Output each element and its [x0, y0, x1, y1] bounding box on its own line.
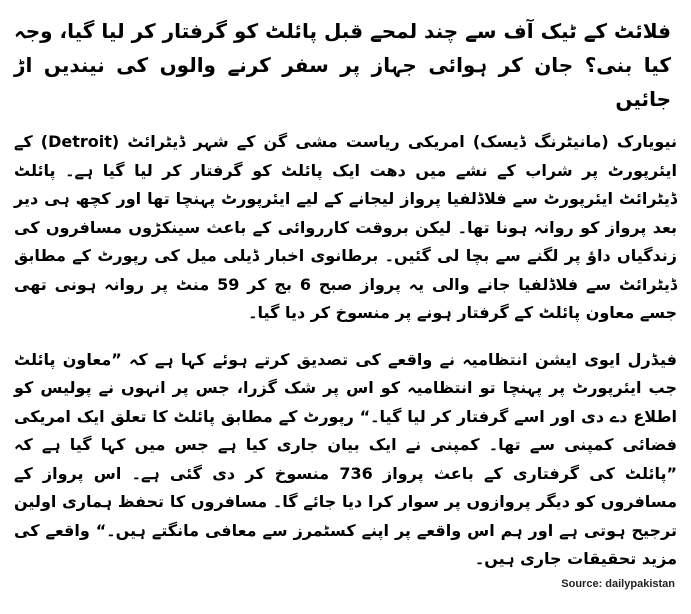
news-article [14, 14, 677, 592]
article-paragraph-1: نیویارک (مانیٹرنگ ڈیسک) امریکی ریاست مشی گن کے شہر ڈیٹرائٹ (Detroit) کے ایئرپورٹ پر شراب کے نشے میں دھت ایک پائلٹ کو گرفتار کر لیا گیا ہے۔ پائلٹ ڈیٹرائٹ ایئرپورٹ سے فلاڈلفیا پرواز لیجانے کے لیے ایئرپورٹ پہنچا تھا اور کچھ ہی دیر بعد پرواز کو روانہ ہونا تھا۔ لیکن بروقت کارروائی کے باعث سینکڑوں مسافروں کی زندگیاں داؤ پر لگنے سے بچا لی گئیں۔ برطانوی اخبار ڈیلی میل کی رپورٹ کے مطابق ڈیٹرائٹ سے فلاڈلفیا جانے والی یہ پرواز صبح 6 بج کر 59 منٹ پر روانہ ہونی تھی جسے معاون پائلٹ کے گرفتار ہونے پر منسوخ کر دیا گیا۔ [14, 132, 678, 322]
article-headline: فلائٹ کے ٹیک آف سے چند لمحے قبل پائلٹ کو گرفتار کر لیا گیا، وجہ کیا بنی؟ جان کر ہوائی جہاز پر سفر کرنے والوں کی نیندیں اڑ جائیں [14, 19, 671, 111]
article-source: Source: dailypakistan [561, 578, 675, 590]
article-paragraph-2: فیڈرل ایوی ایشن انتظامیہ نے واقعے کی تصدیق کرتے ہوئے کہا ہے کہ ”معاون پائلٹ جب ایئرپورٹ پر پہنچا تو انتظامیہ کو اس پر شک گزرا، جس پر انہوں نے پولیس کو اطلاع دے دی اور اسے گرفتار کر لیا گیا۔“ رپورٹ کے مطابق پائلٹ کا تعلق ایک امریکی فضائی کمپنی سے تھا۔ کمپنی نے ایک بیان جاری کیا ہے جس میں کہا گیا ہے کہ ”پائلٹ کی گرفتاری کے باعث پرواز 736 منسوخ کر دی گئی ہے۔ اس پرواز کے مسافروں کو دیگر پروازوں پر سوار کرا دیا جائے گا۔ مسافروں کا تحفظ ہماری اولین ترجیح ہوتی ہے اور ہم اس واقعے پر اپنے کسٹمرز سے معافی مانگتے ہیں۔“ واقعے کی مزید تحقیقات جاری ہیں۔ [14, 349, 678, 568]
